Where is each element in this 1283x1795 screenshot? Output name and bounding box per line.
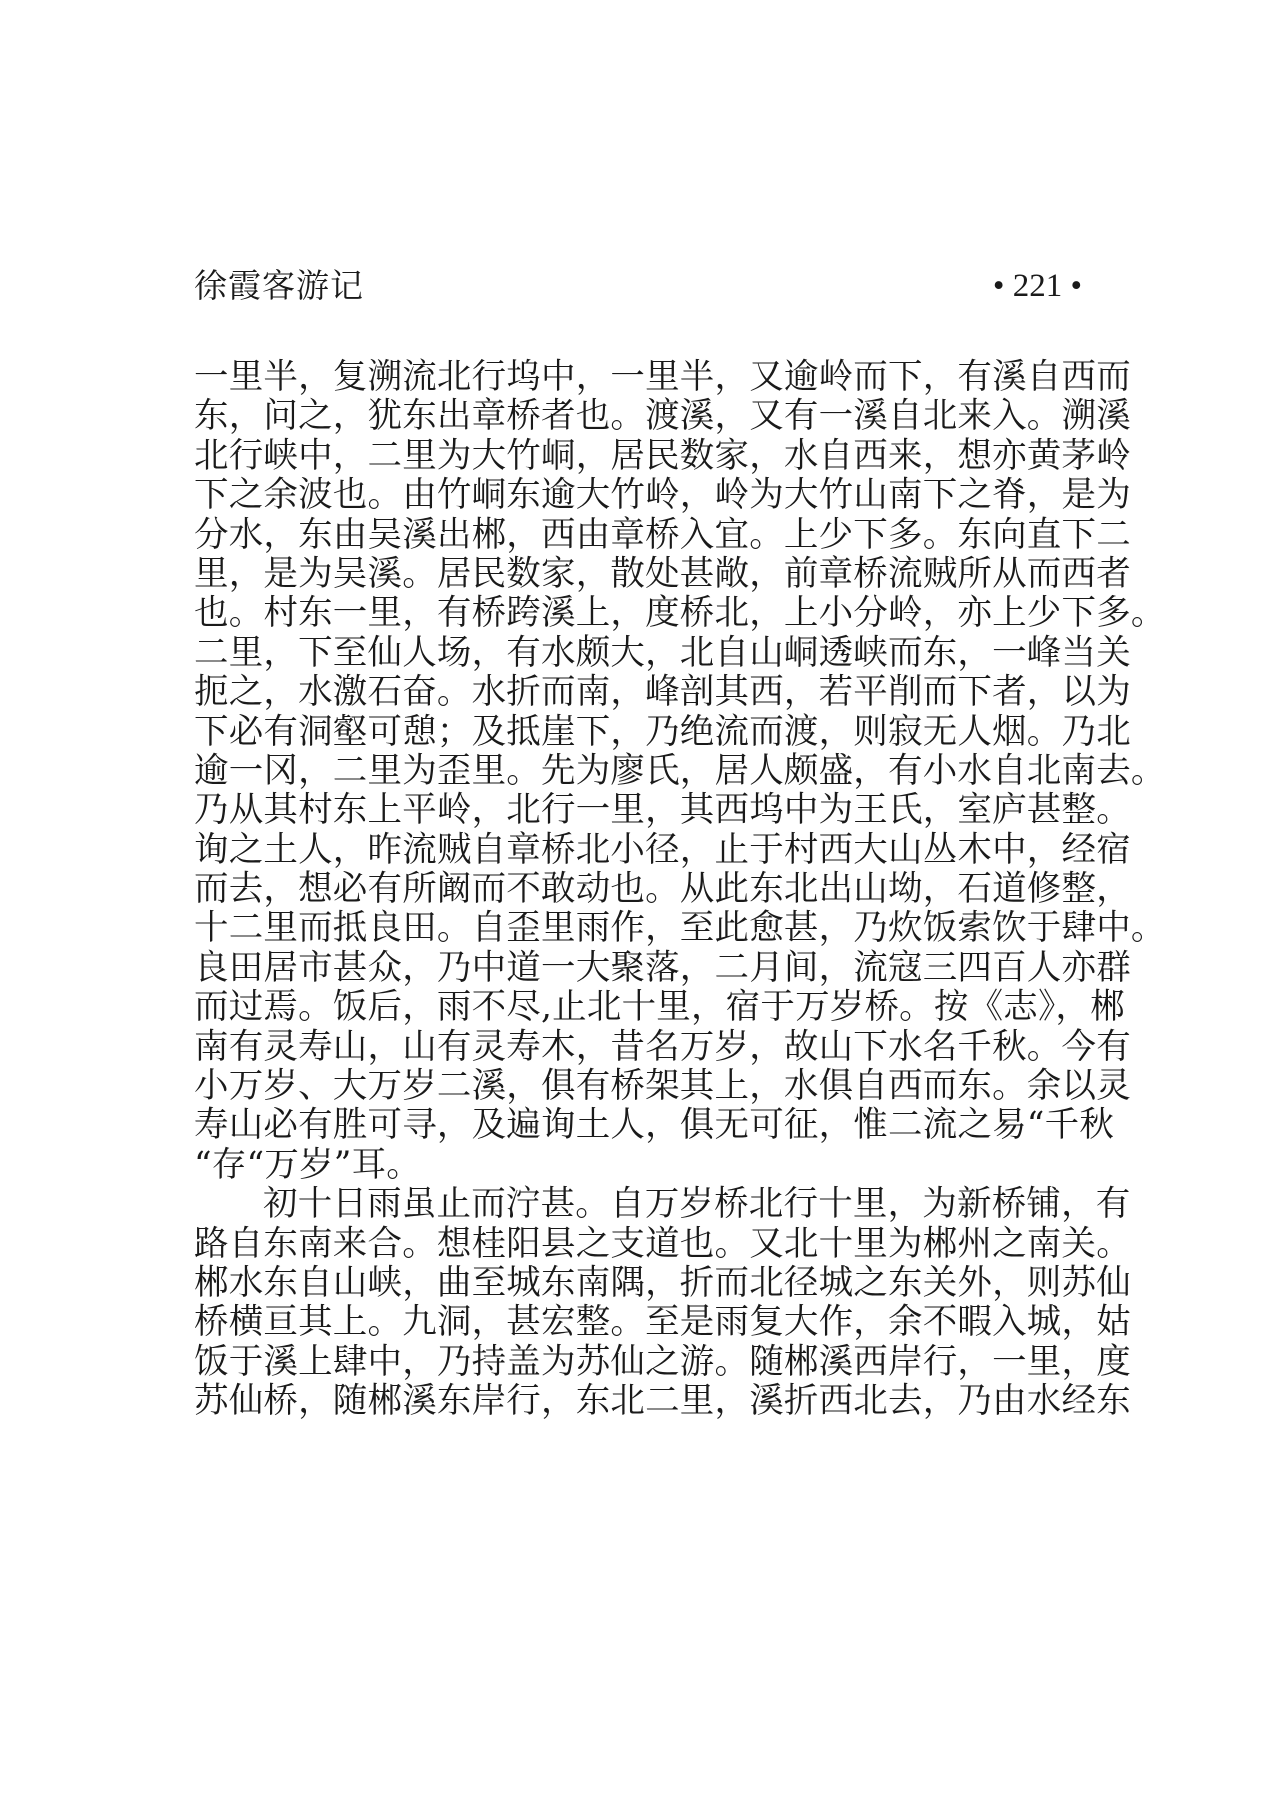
text-line: 里，是为吴溪。居民数家，散处甚敞，前章桥流贼所从而西者 bbox=[194, 553, 1131, 594]
text-line: 乃从其村东上平岭，北行一里，其西坞中为王氏，室庐甚整。 bbox=[194, 790, 1131, 831]
text-line: 而过焉。饭后，雨不尽,止北十里，宿于万岁桥。按《志》，郴 bbox=[194, 987, 1125, 1028]
text-line: 也。村东一里，有桥跨溪上，度桥北，上小分岭，亦上少下多。 bbox=[194, 593, 1166, 634]
text-line: 下必有洞壑可憩；及抵崖下，乃绝流而渡，则寂无人烟。乃北 bbox=[194, 711, 1131, 752]
text-line: 扼之，水激石奋。水折而南，峰剖其西，若平削而下者，以为 bbox=[194, 672, 1131, 713]
text-line: 初十日雨虽止而泞甚。自万岁桥北行十里，为新桥铺，有 bbox=[263, 1184, 1131, 1225]
text-line: 十二里而抵良田。自歪里雨作，至此愈甚，乃炊饭索饮于肆中。 bbox=[194, 908, 1166, 949]
text-line: 苏仙桥，随郴溪东岸行，东北二里，溪折西北去，乃由水经东 bbox=[194, 1381, 1131, 1422]
text-line: 北行峡中，二里为大竹峒，居民数家，水自西来，想亦黄茅岭 bbox=[194, 435, 1131, 476]
text-line: 桥横亘其上。九洞，甚宏整。至是雨复大作，余不暇入城，姑 bbox=[194, 1302, 1131, 1343]
text-line: 逾一冈，二里为歪里。先为廖氏，居人颇盛，有小水自北南去。 bbox=[194, 750, 1166, 791]
text-line: 郴水东自山峡，曲至城东南隅，折而北径城之东关外，则苏仙 bbox=[194, 1262, 1131, 1303]
text-line: “存“万岁”耳。 bbox=[194, 1144, 422, 1185]
text-line: 南有灵寿山，山有灵寿木，昔名万岁，故山下水名千秋。今有 bbox=[194, 1026, 1131, 1067]
text-line: 良田居市甚众，乃中道一大聚落，二月间，流寇三四百人亦群 bbox=[194, 947, 1131, 988]
text-line: 寿山必有胜可寻，及遍询土人，俱无可征，惟二流之易“千秋 bbox=[194, 1105, 1115, 1146]
text-line: 下之余波也。由竹峒东逾大竹岭，岭为大竹山南下之脊，是为 bbox=[194, 475, 1131, 516]
text-line: 东，问之，犹东出章桥者也。渡溪，又有一溪自北来入。溯溪 bbox=[194, 396, 1131, 437]
text-line: 小万岁、大万岁二溪，俱有桥架其上，水俱自西而东。余以灵 bbox=[194, 1066, 1131, 1107]
text-line: 二里，下至仙人场，有水颇大，北自山峒透峡而东，一峰当关 bbox=[194, 632, 1131, 673]
text-line: 分水，东由吴溪出郴，西由章桥入宜。上少下多。东向直下二 bbox=[194, 514, 1131, 555]
book-title: 徐霞客游记 bbox=[194, 266, 364, 305]
text-line: 路自东南来合。想桂阳县之支道也。又北十里为郴州之南关。 bbox=[194, 1223, 1131, 1264]
page-number: • 221 • bbox=[992, 268, 1082, 304]
text-line: 而去，想必有所阚而不敢动也。从此东北出山坳，石道修整， bbox=[194, 869, 1131, 910]
body-text bbox=[194, 357, 1166, 1422]
page-header bbox=[194, 263, 1082, 309]
text-line: 饭于溪上肆中，乃持盖为苏仙之游。随郴溪西岸行，一里，度 bbox=[194, 1341, 1131, 1382]
text-line: 询之土人，昨流贼自章桥北小径，止于村西大山丛木中，经宿 bbox=[194, 829, 1131, 870]
text-line: 一里半，复溯流北行坞中，一里半，又逾岭而下，有溪自西而 bbox=[194, 357, 1131, 397]
